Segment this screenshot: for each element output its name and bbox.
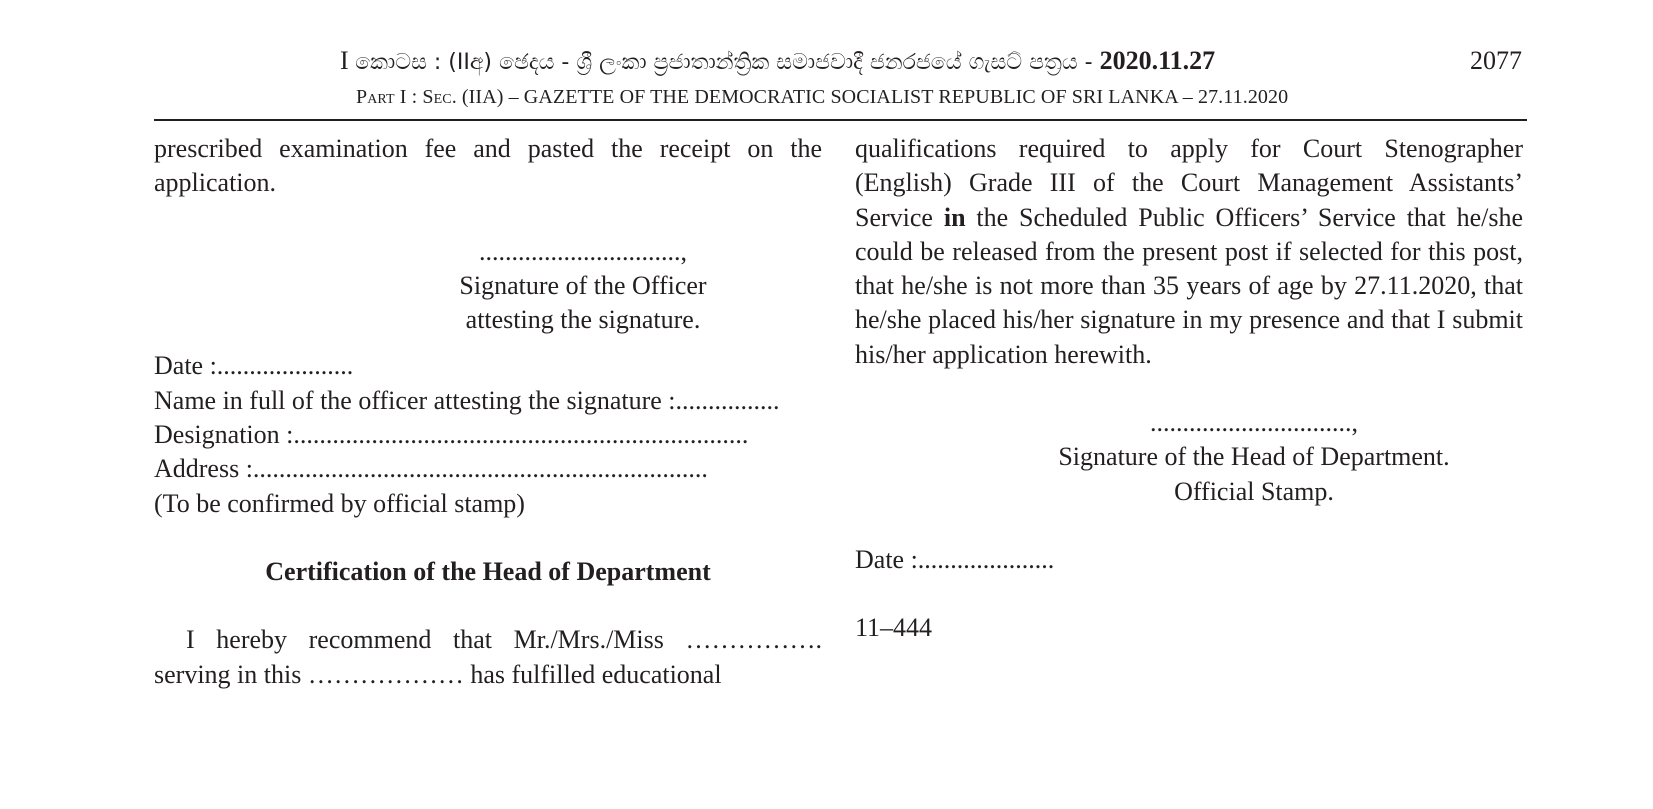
header-rule — [154, 119, 1527, 121]
left-column — [154, 132, 822, 692]
address-field: Address :...................................................................... — [154, 454, 708, 484]
official-stamp-caption: Official Stamp. — [1174, 476, 1334, 506]
hod-signature-caption: Signature of the Head of Department. — [1058, 442, 1450, 472]
certification-paragraph: I hereby recommend that Mr./Mrs./Miss ……………. serving in this ……………… has fulfilled educational — [154, 625, 822, 689]
signature-caption-1: Signature of the Officer — [459, 270, 707, 300]
hod-signature-dots: ..............................., — [1150, 408, 1358, 438]
date-field: Date :..................... — [154, 351, 354, 381]
signature-caption-2: attesting the signature. — [465, 305, 701, 335]
part-label: I — [340, 46, 356, 75]
hod-date-field: Date :..................... — [855, 544, 1055, 574]
right-column — [855, 132, 1523, 646]
designation-field: Designation :...................................................................... — [154, 420, 749, 450]
gazette-date: 2020.11.27 — [1099, 46, 1216, 75]
page-number: 2077 — [1470, 46, 1522, 75]
certification-paragraph-continued: qualifications required to apply for Court Stenographer (English) Grade III of the Court Management Assistants’ Service in the Scheduled Public Officers’ Service that he/she could be released from the present post if selected for this post, that he/she is not more than 35 years of age by 27.11.2020, that he/she placed his/her signature in my presence and that I submit his/her application herewith. — [855, 134, 1523, 369]
attesting-officer-name-field: Name in full of the officer attesting the signature :................ — [154, 385, 780, 415]
part-section-label: Part I : Sec. — [356, 86, 457, 108]
signature-dots: ..............................., — [479, 236, 687, 266]
gazette-header-english — [356, 86, 1288, 109]
intro-paragraph: prescribed examination fee and pasted the receipt on the application. — [154, 134, 822, 198]
gazette-title-english: (IIA) – GAZETTE OF THE DEMOCRATIC SOCIALIST REPUBLIC OF SRI LANKA – 27.11.2020 — [456, 86, 1289, 108]
gazette-title-sinhala: කොටස : (IIඅ) ඡෙදය - ශ්‍රී ලංකා ප්‍රජාතාන්ත්‍රික සමාජවාදී ජනරජයේ ගැසට් පත්‍රය - — [355, 50, 1100, 75]
certification-heading: Certification of the Head of Department — [265, 556, 711, 586]
reference-number: 11–444 — [855, 613, 933, 643]
gazette-header-sinhala — [340, 46, 1420, 76]
stamp-note: (To be confirmed by official stamp) — [154, 488, 525, 518]
